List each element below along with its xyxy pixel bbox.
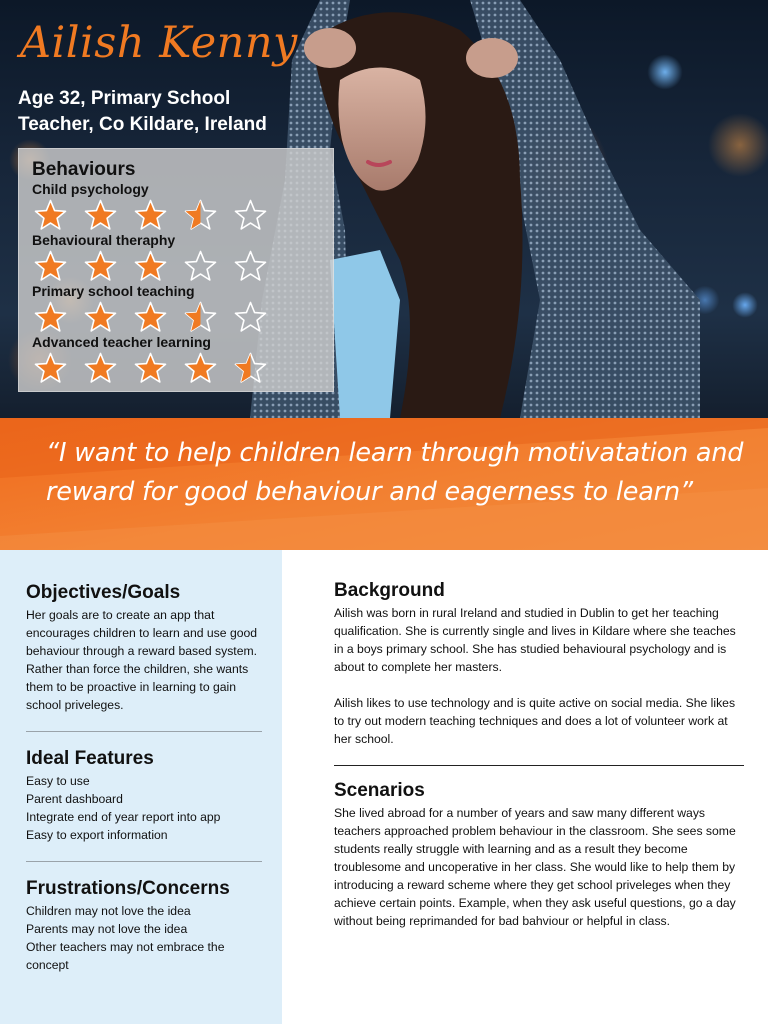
- objectives-title: Objectives/Goals: [26, 582, 181, 603]
- behaviours-title: Behaviours: [32, 159, 136, 180]
- feature-item: Easy to export information: [26, 828, 168, 842]
- star-full-icon: [84, 352, 117, 385]
- star-full-icon: [134, 301, 167, 334]
- star-full-icon: [34, 250, 67, 283]
- frustration-item: Other teachers may not embrace the concept: [26, 940, 225, 972]
- star-rating: [32, 300, 321, 334]
- frustrations-title: Frustrations/Concerns: [26, 878, 230, 899]
- divider: [26, 861, 262, 862]
- quote-banner: [0, 418, 768, 550]
- background-title: Background: [334, 580, 445, 601]
- star-empty-icon: [234, 199, 267, 232]
- divider: [334, 765, 744, 766]
- skill-advanced-teacher-learning: [32, 334, 321, 385]
- scenarios-title: Scenarios: [334, 780, 425, 801]
- star-full-icon: [84, 301, 117, 334]
- behaviours-panel: [18, 148, 334, 392]
- feature-item: Easy to use: [26, 774, 90, 788]
- background-paragraph: Ailish was born in rural Ireland and studied in Dublin to get her teaching qualification. She is currently single and lives in Kildare where she teaches in a boys primary school. She has studied behavioural psychology and is about to complete her masters.: [334, 606, 736, 674]
- star-full-icon: [134, 250, 167, 283]
- star-rating: [32, 351, 321, 385]
- frustration-item: Children may not love the idea: [26, 904, 191, 918]
- skill-label: Behavioural theraphy: [32, 232, 176, 248]
- star-full-icon: [84, 250, 117, 283]
- left-column: [0, 550, 282, 1024]
- frustration-item: Parents may not love the idea: [26, 922, 188, 936]
- skill-child-psychology: [32, 181, 321, 232]
- hero-photo: [0, 0, 768, 418]
- persona-name: Ailish Kenny: [20, 18, 298, 68]
- right-column: [334, 580, 744, 930]
- star-empty-icon: [234, 250, 267, 283]
- skill-label: Child psychology: [32, 181, 149, 197]
- star-empty-icon: [184, 250, 217, 283]
- skill-label: Advanced teacher learning: [32, 334, 211, 350]
- divider: [26, 731, 262, 732]
- feature-item: Parent dashboard: [26, 792, 123, 806]
- star-full-icon: [184, 352, 217, 385]
- star-empty-icon: [234, 301, 267, 334]
- star-full-icon: [34, 301, 67, 334]
- skill-behavioural-therapy: [32, 232, 321, 283]
- star-full-icon: [134, 352, 167, 385]
- star-half-icon: [184, 199, 217, 232]
- skill-primary-school-teaching: [32, 283, 321, 334]
- scenarios-text: She lived abroad for a number of years and saw many different ways teachers approached problem behaviour in the classroom. She sees some students really struggle with learning and as a result they become troublesome and uncoperative in her class. She would like to help them by introducing a reward scheme where they get school priveleges when they achieve certain points. Example, when they ask useful questions, go a day without being reprimanded for bad bahviour or helpful in class.: [334, 806, 736, 928]
- objectives-text: Her goals are to create an app that encourages children to learn and use good behaviour through a reward based system. Rather than force the children, she wants them to be proactive in learning to gain school priveleges.: [26, 608, 258, 712]
- persona-quote: “I want to help children learn through motivatation and reward for good behaviour and eagerness to learn”: [46, 438, 744, 507]
- persona-subtitle: Age 32, Primary School Teacher, Co Kildare, Ireland: [18, 88, 267, 135]
- star-rating: [32, 249, 321, 283]
- feature-item: Integrate end of year report into app: [26, 810, 221, 824]
- features-title: Ideal Features: [26, 748, 154, 769]
- star-full-icon: [134, 199, 167, 232]
- star-half-icon: [234, 352, 267, 385]
- background-paragraph: Ailish likes to use technology and is quite active on social media. She likes to try out modern teaching techniques and does a lot of volunteer work at her school.: [334, 696, 736, 746]
- star-full-icon: [34, 199, 67, 232]
- star-full-icon: [84, 199, 117, 232]
- star-rating: [32, 198, 321, 232]
- skill-label: Primary school teaching: [32, 283, 195, 299]
- star-half-icon: [184, 301, 217, 334]
- star-full-icon: [34, 352, 67, 385]
